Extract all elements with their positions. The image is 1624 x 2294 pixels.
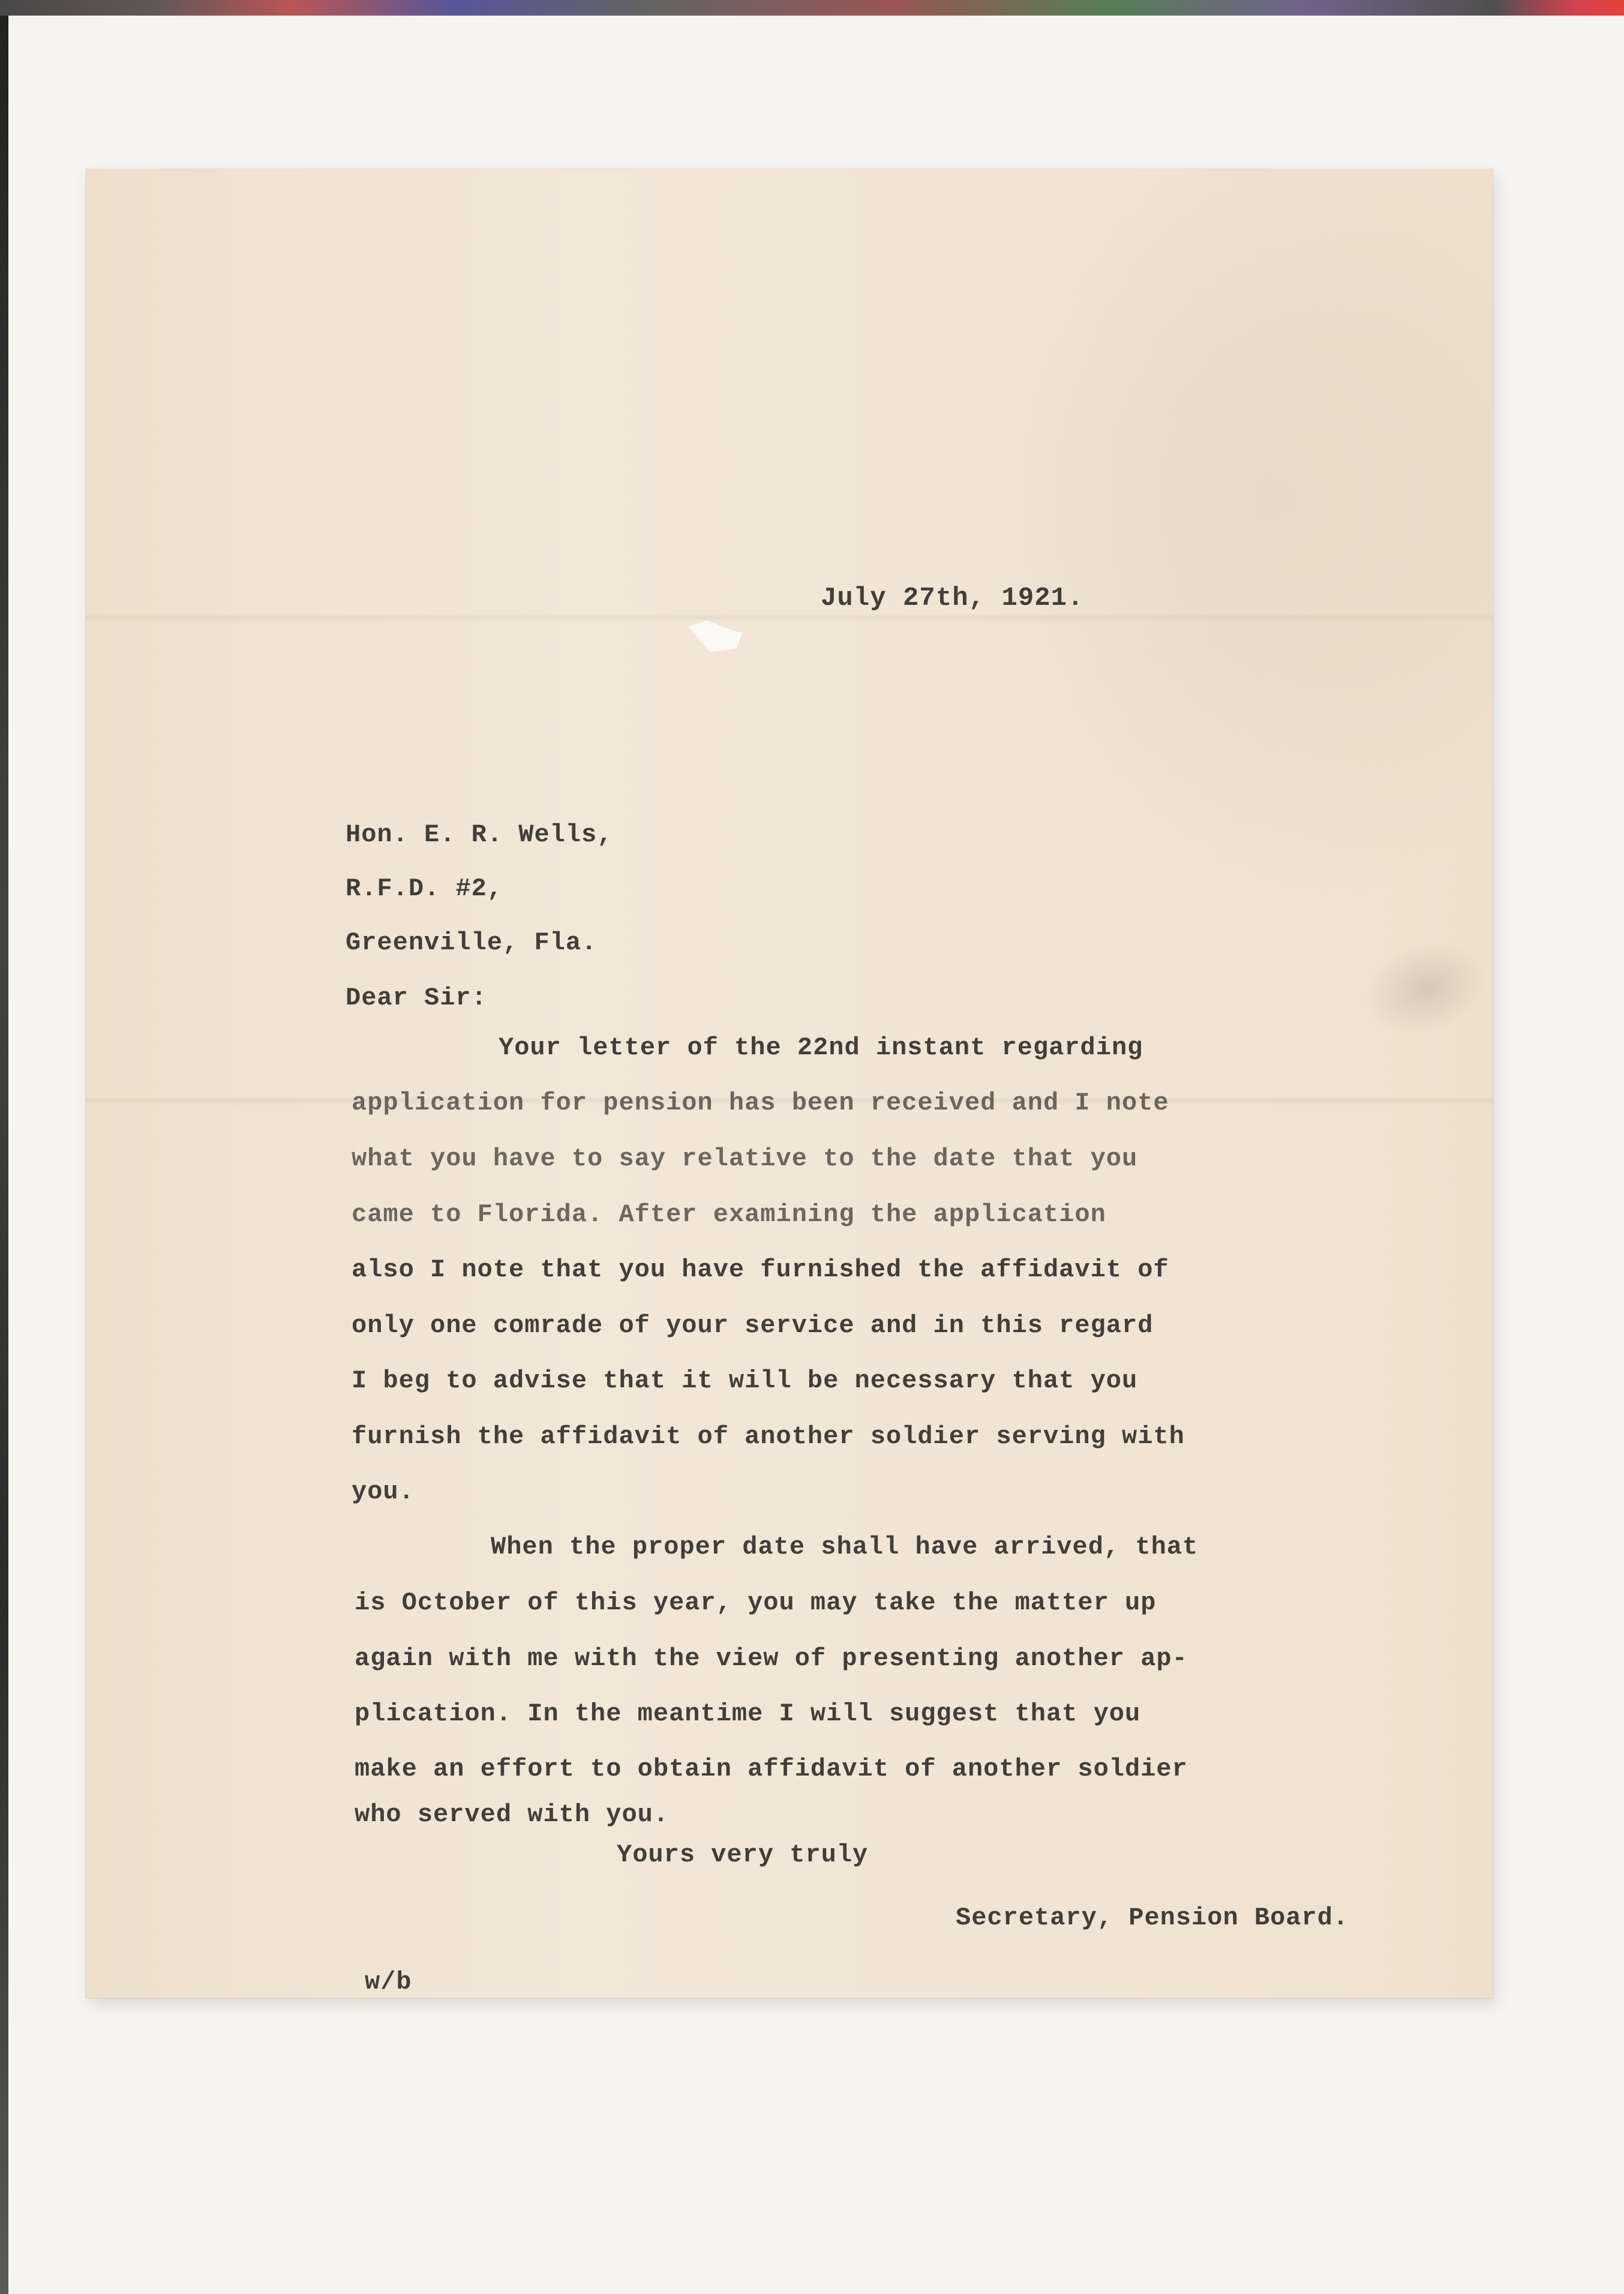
paragraph-line: furnish the affidavit of another soldier serving with <box>352 1422 1185 1451</box>
letter-date: July 27th, 1921. <box>821 583 1084 613</box>
paragraph-line: When the proper date shall have arrived, that <box>491 1533 1199 1561</box>
paragraph-line: application for pension has been received and I note <box>352 1088 1169 1117</box>
paragraph-line: is October of this year, you may take the matter up <box>355 1588 1157 1617</box>
scan-left-edge <box>0 16 8 2294</box>
closing: Yours very truly <box>617 1840 869 1869</box>
paragraph-line: again with me with the view of presenting another ap- <box>355 1644 1188 1673</box>
typist-initials: w/b <box>365 1968 412 1996</box>
signature-title: Secretary, Pension Board. <box>956 1903 1349 1932</box>
scan-top-edge <box>0 0 1624 16</box>
paragraph-line: what you have to say relative to the date that you <box>352 1144 1138 1173</box>
paragraph-line: only one comrade of your service and in this regard <box>352 1311 1154 1340</box>
paragraph-line: make an effort to obtain affidavit of another soldier <box>355 1755 1188 1783</box>
paper-tear <box>688 620 742 652</box>
paragraph-line: you. <box>352 1477 415 1506</box>
recipient-name: Hon. E. R. Wells, <box>346 820 613 849</box>
paragraph-line: Your letter of the 22nd instant regarding <box>499 1033 1143 1062</box>
paragraph-line: who served with you. <box>355 1800 670 1829</box>
paragraph-line: I beg to advise that it will be necessary that you <box>352 1366 1138 1395</box>
letter-page <box>86 169 1493 1998</box>
paragraph-line: also I note that you have furnished the affidavit of <box>352 1255 1169 1284</box>
paragraph-line: came to Florida. After examining the application <box>352 1200 1106 1229</box>
recipient-city: Greenville, Fla. <box>346 928 598 957</box>
recipient-route: R.F.D. #2, <box>346 874 503 903</box>
salutation: Dear Sir: <box>346 983 487 1012</box>
paper-smudge <box>1352 925 1502 1052</box>
paragraph-line: plication. In the meantime I will suggest that you <box>355 1699 1141 1728</box>
